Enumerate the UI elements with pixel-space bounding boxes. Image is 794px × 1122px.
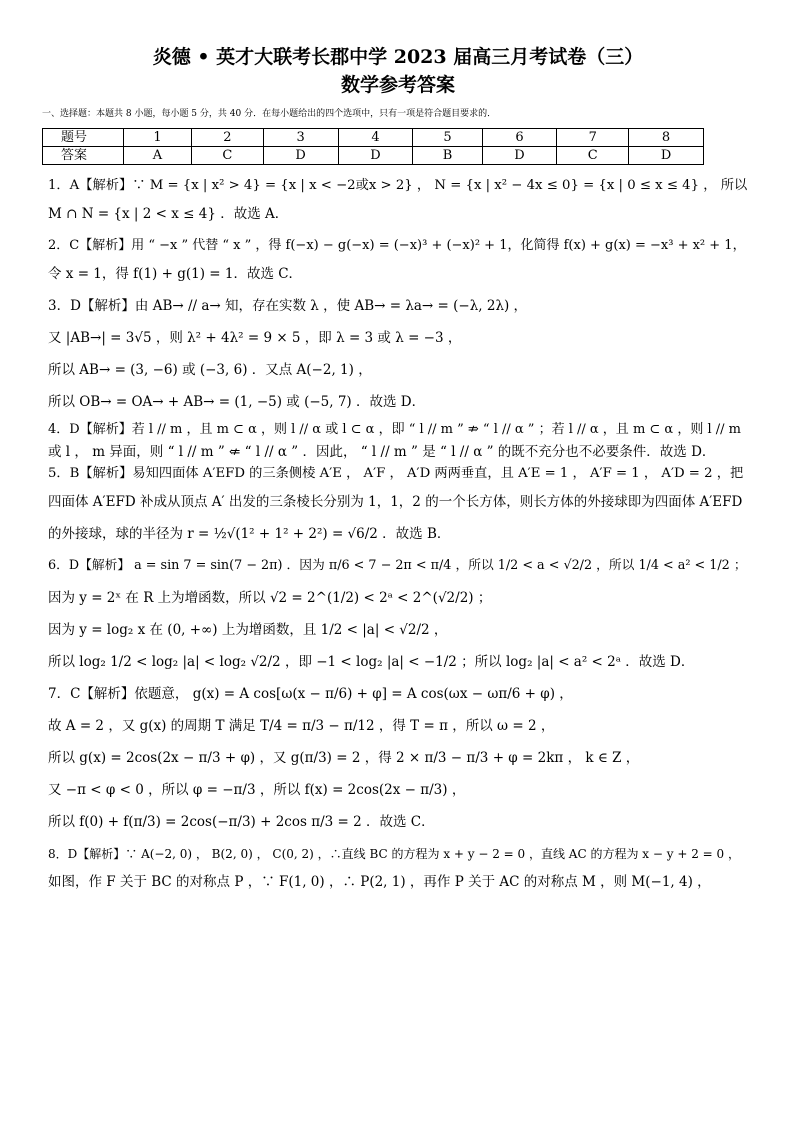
- solution-line: 令 x = 1，得 f(1) + g(1) = 1．故选 C．: [48, 266, 303, 282]
- exam-subtitle: 数学参考答案: [340, 74, 455, 96]
- table-row: [43, 147, 704, 165]
- table-cell: D: [263, 147, 338, 165]
- table-cell: 5: [413, 129, 482, 147]
- table-cell: C: [557, 147, 629, 165]
- section-heading: 一、选择题：本题共 8 小题，每小题 5 分，共 40 分．在每小题给出的四个选项中，只有一项是符合题目要求的．: [42, 109, 497, 119]
- solution-line: 四面体 A′EFD 补成从顶点 A′ 出发的三条棱长分别为 1，1，2 的一个长方体，则长方体的外接球即为四面体 A′EFD: [48, 494, 743, 510]
- table-cell: 3: [263, 129, 338, 147]
- solution-line: 8．D【解析】∵ A(−2, 0) ， B(2, 0) ， C(0, 2) ，∴直线 BC 的方程为 x + y − 2 = 0 ，直线 AC 的方程为 x − y + 2 = 0 ，: [48, 847, 740, 861]
- solution-line: 所以 g(x) = 2cos(2x − π/3 + φ) ，又 g(π/3) = 2 ，得 2 × π/3 − π/3 + φ = 2kπ ， k ∈ Z ，: [48, 750, 640, 766]
- table-row-label: 题号: [43, 129, 124, 147]
- solution-line: 2．C【解析】用 “ −x ” 代替 “ x ” ，得 f(−x) − g(−x) = (−x)³ + (−x)² + 1，化简得 f(x) + g(x) = −x³ + x² + 1，: [48, 238, 746, 253]
- solution-line: M ∩ N = {x | 2 < x ≤ 4} ．故选 A．: [48, 206, 289, 222]
- table-cell: C: [192, 147, 264, 165]
- solution-line: 又 −π < φ < 0 ，所以 φ = −π/3 ，所以 f(x) = 2cos(2x − π/3) ，: [48, 782, 466, 798]
- solution-line: 7．C【解析】依题意， g(x) = A cos[ω(x − π/6) + φ] = A cos(ωx − ωπ/6 + φ) ，: [48, 686, 573, 702]
- solution-line: 故 A = 2 ，又 g(x) 的周期 T 满足 T/4 = π/3 − π/12 ，得 T = π ，所以 ω = 2 ，: [48, 718, 555, 734]
- table-cell: 1: [124, 129, 192, 147]
- table-row-label: 答案: [43, 147, 124, 165]
- solution-line: 因为 y = log₂ x 在 (0, +∞) 上为增函数，且 1/2 < |a| < √2/2 ，: [48, 622, 448, 638]
- solution-line: 6．D【解析】 a = sin 7 = sin(7 − 2π) ．因为 π/6 < 7 − 2π < π/4 ，所以 1/2 < a < √2/2 ，所以 1/4 < a² < 1/2 ；: [48, 558, 747, 573]
- table-cell: 7: [557, 129, 629, 147]
- solution-line: 的外接球，球的半径为 r = ½√(1² + 1² + 2²) = √6/2 ．故选 B．: [48, 526, 451, 542]
- solution-line: 因为 y = 2ˣ 在 R 上为增函数，所以 √2 = 2^(1/2) < 2ᵃ < 2^(√2/2) ；: [48, 590, 492, 606]
- exam-title: 炎德 • 英才大联考长郡中学 2023 届高三月考试卷（三）: [152, 46, 644, 68]
- solution-line: 所以 OB→ = OA→ + AB→ = (1, −5) 或 (−5, 7) ．故选 D．: [48, 394, 426, 410]
- table-cell: 6: [482, 129, 557, 147]
- solution-line: 所以 log₂ 1/2 < log₂ |a| < log₂ √2/2 ，即 −1 < log₂ |a| < −1/2 ；所以 log₂ |a| < a² < 2ᵃ ．故选 D．: [48, 654, 695, 670]
- solution-line: 所以 f(0) + f(π/3) = 2cos(−π/3) + 2cos π/3 = 2 ．故选 C．: [48, 814, 435, 830]
- solution-line: 或 l ， m 异面，则 “ l // m ” ⇍ “ l // α ” ．因此， “ l // m ” 是 “ l // α ” 的既不充分也不必要条件．故选 D．: [48, 444, 716, 460]
- table-cell: D: [629, 147, 704, 165]
- solution-line: 如图，作 F 关于 BC 的对称点 P ，∵ F(1, 0) ，∴ P(2, 1) ，再作 P 关于 AC 的对称点 M ，则 M(−1, 4) ，: [48, 874, 711, 890]
- solution-line: 1．A【解析】∵ M = {x | x² > 4} = {x | x < −2或x > 2} ， N = {x | x² − 4x ≤ 0} = {x | 0 ≤ x ≤ 4} ， 所以: [48, 178, 748, 193]
- solution-line: 所以 AB→ = (3, −6) 或 (−3, 6) ．又点 A(−2, 1) ，: [48, 362, 372, 378]
- answer-table: [42, 128, 704, 165]
- table-cell: D: [338, 147, 413, 165]
- table-cell: D: [482, 147, 557, 165]
- solution-line: 4．D【解析】若 l // m ，且 m ⊂ α ，则 l // α 或 l ⊂ α ，即 “ l // m ” ⇏ “ l // α ” ；若 l // α ，且 m ⊂ α ，则 l // m: [48, 422, 741, 437]
- table-cell: B: [413, 147, 482, 165]
- table-row: [43, 129, 704, 147]
- table-cell: 2: [192, 129, 264, 147]
- table-cell: 4: [338, 129, 413, 147]
- answer-sheet-page: [42, 44, 748, 893]
- solution-line: 5．B【解析】易知四面体 A′EFD 的三条侧棱 A′E ， A′F ， A′D 两两垂直，且 A′E = 1 ， A′F = 1 ， A′D = 2 ，把: [48, 466, 744, 481]
- solution-line: 3．D【解析】由 AB→ // a→ 知，存在实数 λ ，使 AB→ = λa→ = (−λ, 2λ) ，: [48, 298, 528, 314]
- solution-line: 又 |AB→| = 3√5 ，则 λ² + 4λ² = 9 × 5 ，即 λ = 3 或 λ = −3 ，: [48, 330, 462, 346]
- table-cell: A: [124, 147, 192, 165]
- table-cell: 8: [629, 129, 704, 147]
